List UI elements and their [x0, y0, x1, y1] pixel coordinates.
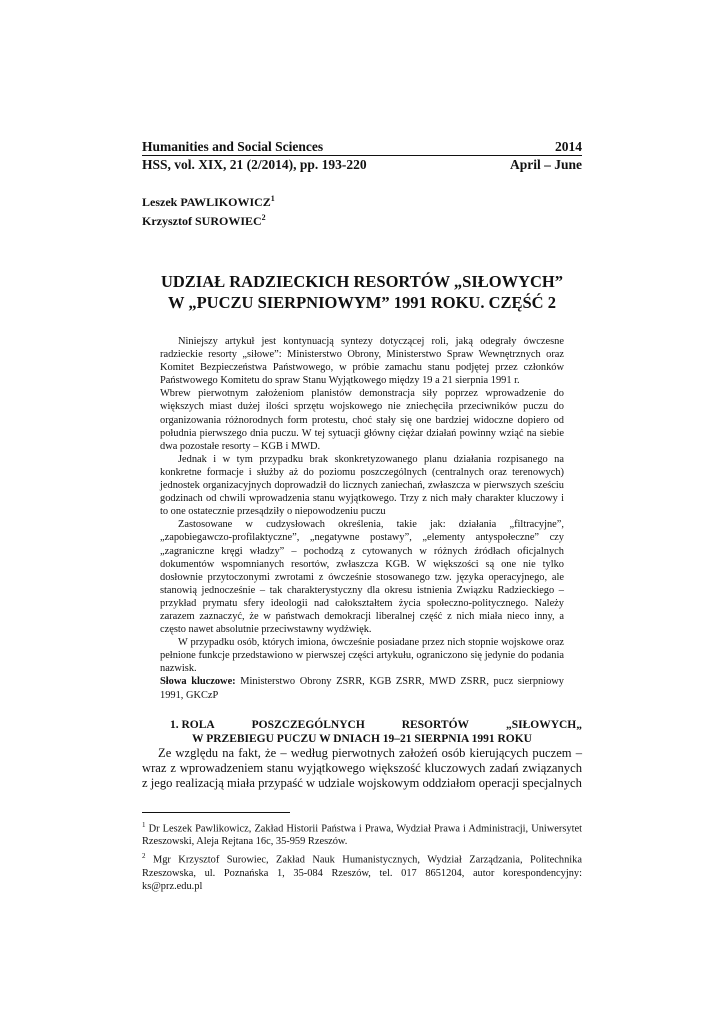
footnote-divider: [142, 812, 290, 813]
section-word: RESORTÓW: [401, 718, 470, 731]
body-text: [142, 746, 582, 792]
abstract-paragraph: W przypadku osób, których imiona, ówcześnie posiadane przez nich stopnie wojskowe oraz pełnione funkcje przedstawiono w pierwszej części artykułu, ograniczono się jedynie do podania nazwisk.: [160, 637, 564, 675]
abstract-paragraph: Niniejszy artykuł jest kontynuacją syntezy dotyczącej roli, jaką odegrały ówczesne radzieckie resorty „siłowe”: Ministerstwo Obrony, Ministerstwo Spraw Wewnętrznych oraz Komitet Bezpieczeństwa Państwowego, w próbie zamachu stanu podjętej przez członków Państwowego Komitetu do spraw Stanu Wyjątkowego między 19 a 21 sierpnia 1991 r.: [160, 336, 564, 387]
article-title: [142, 271, 582, 313]
journal-header: [142, 138, 582, 156]
footnotes: [142, 819, 582, 893]
abstract-paragraph: Jednak i w tym przypadku brak skonkretyzowanego planu działania rozpisanego na konkretne formacje i służby aż do poziomu poszczególnych (centralnych oraz terenowych) jednostek organizacyjnych doprowadził do licznych zaniechań, zwłaszcza w pierwszych sześciu godzinach od chwili wprowadzenia stanu wyjątkowego. Trzy z nich mały charakter kluczowy i to one ostatecznie przesądziły o niepowodzeniu puczu: [160, 453, 564, 518]
abstract: [142, 335, 582, 702]
author: Leszek PAWLIKOWICZ$^1$: [142, 194, 275, 209]
footnote-mark: 1: [270, 194, 275, 203]
title-line: UDZIAŁ RADZIECKICH RESORTÓW „SIŁOWYCH”: [160, 272, 564, 291]
keywords: [160, 675, 564, 701]
footnote: $^2$ Mgr Krzysztof Surowiec, Zakład Nauk Humanistycznych, Wydział Zarządzania, Politechnika Rzeszowska, ul. Poznańska 1, 35-084 Rzeszów, tel. 017 8651204, autor korespondencyjny: ks@prz.edu.pl: [142, 852, 582, 892]
keywords-list: Ministerstwo Obrony ZSRR, KGB ZSRR, MWD ZSRR, pucz sierpniowy 1991, GKCzP: [160, 676, 564, 701]
keywords-label: Słowa kluczowe:: [160, 676, 236, 688]
section-word: „SIŁOWYCH„: [505, 718, 582, 731]
volume-info: HSS, vol. XIX, 21 (2/2014), pp. 193-220: [142, 157, 367, 172]
title-line: W „PUCZU SIERPNIOWYM” 1991 ROKU. CZĘŚĆ 2: [168, 293, 556, 312]
body-paragraph: Ze względu na fakt, że – według pierwotnych założeń osób kierujących puczem – wraz z wprowadzeniem stanu wyjątkowego większość kluczowych zadań związanych z jego realizacją miała przypaść w udziale wojskowym oddziałom operacji specjalnych: [142, 745, 582, 791]
issue-period: April – June: [509, 157, 582, 172]
volume-header: [142, 156, 582, 173]
abstract-paragraph: Wbrew pierwotnym założeniom planistów demonstracja siły poprzez wprowadzenie do większych miast dużej ilości sprzętu wojskowego nie zniechęciła przeciwników puczu do organizowania różnorodnych form protestu, choć stały się one bardziej widoczne dopiero od południa pierwszego dnia puczu. W tej sytuacji główny ciężar działań powinny wziąć na siebie dwa pozostałe resorty – KGB i MWD.: [160, 388, 564, 452]
section-heading-line: W PRZEBIEGU PUCZU W DNIACH 19–21 SIERPNIA 1991 ROKU: [192, 732, 532, 745]
section-word: POSZCZEGÓLNYCH: [251, 718, 365, 731]
abstract-paragraph: Zastosowane w cudzysłowach określenia, takie jak: działania „filtracyjne”, „zapobiegawczo-profilaktyczne”, „negatywne postawy”, „elementy antyspołeczne” czy „zagraniczne kręgi władzy” – pochodzą z cytowanych w różnych źródłach oficjalnych dokumentów wspomnianych resortów, zwłaszcza KGB. W większości są one nie tylko dosłownie przytoczonymi zwrotami z ówcześnie stosowanego tzw. języka operacyjnego, ale stanowią jednocześnie – tak charakterystyczny dla okresu istnienia Związku Radzieckiego – przykład prymatu sfery ideologii nad całokształtem życia społeczno-politycznego. Należy zarazem zaznaczyć, że w państwach demokracji liberalnej część z nich miała nieco inny, a często nawet absolutnie przeciwstawny wydźwięk.: [160, 519, 564, 636]
section-heading: [142, 718, 582, 746]
journal-name: Humanities and Social Sciences: [142, 139, 324, 154]
author-list: [142, 191, 582, 229]
section-number-word: 1. ROLA: [170, 718, 215, 731]
footnote-mark: 2: [261, 213, 266, 222]
author: Krzysztof SUROWIEC$^2$: [142, 213, 266, 228]
journal-year: 2014: [555, 139, 582, 154]
footnote: $^1$ Dr Leszek Pawlikowicz, Zakład Historii Państwa i Prawa, Wydział Prawa i Administracji, Uniwersytet Rzeszowski, Aleja Rejtana 16c, 35-959 Rzeszów.: [142, 820, 582, 848]
paper-page: [142, 138, 582, 895]
section-heading-line: [142, 718, 582, 732]
